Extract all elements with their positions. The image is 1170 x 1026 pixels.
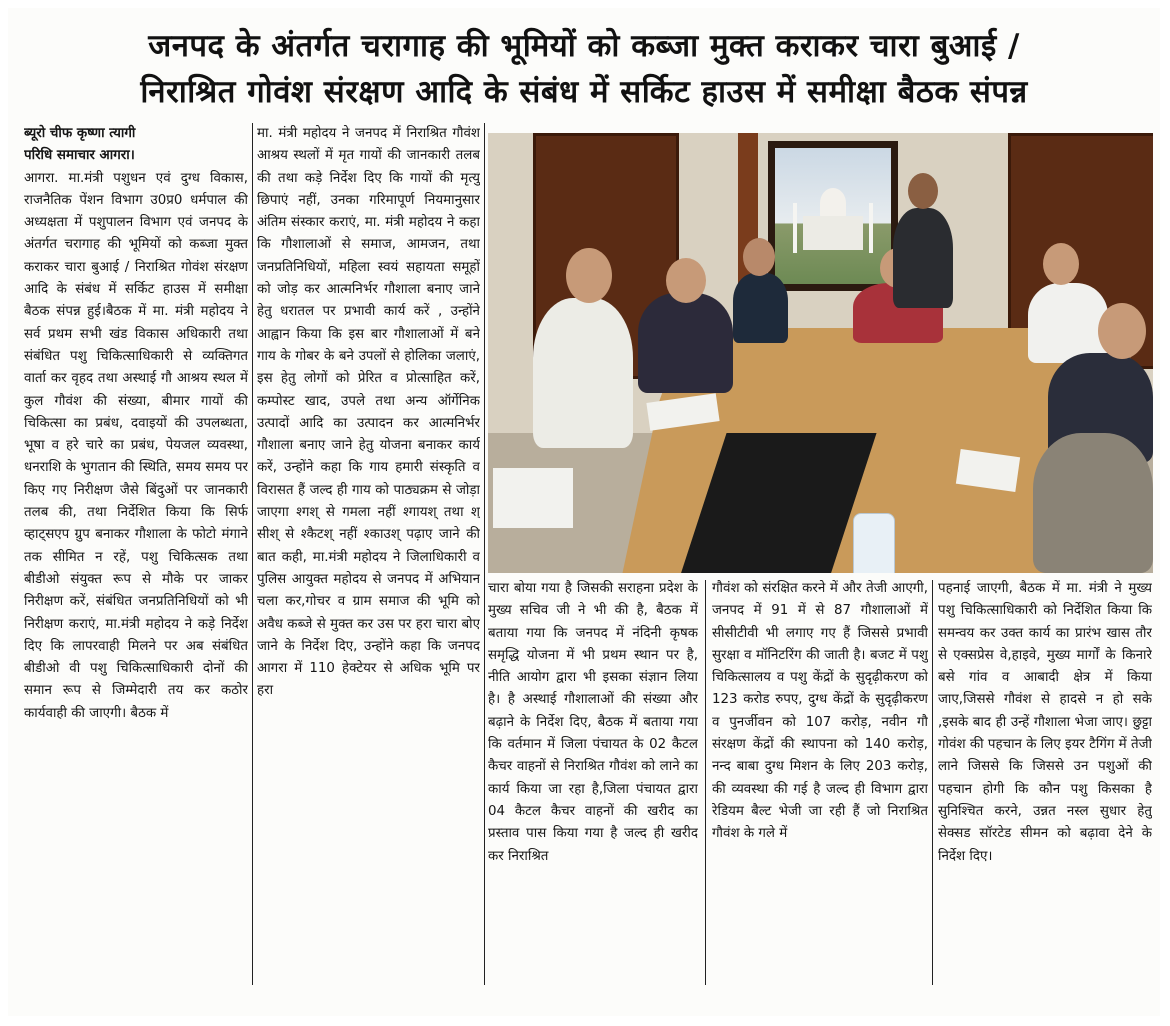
column-divider	[932, 580, 933, 985]
column-text: पहनाई जाएगी, बैठक में मा. मंत्री ने मुख्य पशु चिकित्साधिकारी को निर्देशित किया कि समन्वय कर उक्त कार्य का प्रारंभ खास तौर से एक्सप्रेस वे,हाइवे, मुख्य मार्गों के किनारे बसे गांव व आबादी क्षेत्र में किया जाए,जिससे गौवंश से हादसे न हो सके ,इसके बाद ही उन्हें गौशाला भेजा जाए। छुट्टा गोवंश की पहचान के लिए इयर टैगिंग में तेजी लाने जिससे कि जिससे उन पशुओं की पहचान होगी कि कौन पशु किसका है सुनिश्चित करने, उन्नत नस्ल सुधार हेतु सेक्सड सॉरटेड सीमन को बढ़ावा देने के निर्देश दिए।	[938, 581, 1152, 864]
column-divider	[705, 580, 706, 985]
newspaper-clipping	[8, 8, 1160, 1016]
water-bottle	[853, 513, 895, 573]
person-head	[566, 248, 612, 303]
headline-line-1: जनपद के अंतर्गत चरागाह की भूमियों को कब्जा मुक्त कराकर चारा बुआई /	[148, 28, 1020, 64]
column-divider	[484, 123, 485, 985]
person-head	[908, 173, 938, 209]
person-head	[666, 258, 706, 303]
column-text: मा. मंत्री महोदय ने जनपद में निराश्रित गौवंश आश्रय स्थलों में मृत गायों की जानकारी तलब की तथा कड़े निर्देश दिए कि गायों की मृत्यु छिपाएं नहीं, उनका गरिमापूर्ण नियमानुसार अंतिम संस्कार कराएं, मा. मंत्री महोदय ने कहा कि गौशालाओं से समाज, आमजन, तथा जनप्रतिनिधियों, महिला स्वयं सहायता समूहों को जोड़ कर आत्मनिर्भर गौशाला बनाए जाने हेतु धरातल पर प्रभावी कार्य करें , उन्होंने आह्वान किया कि इस बार गौशालाओं में बने गाय के गोबर के बने उपलों से होलिका जलाएं, इस हेतु लोगों को प्रेरित व प्रोत्साहित करें, कम्पोस्ट खाद, उपले तथा अन्य ऑर्गेनिक उत्पादों आदि का उत्पादन कर आत्मनिर्भर गौशाला बनाए जाने हेतु योजना बनाकर कार्य करें, उन्होंने कहा कि गाय हमारी संस्कृति व विरासत हैं जल्द ही गाय को पाठ्यक्रम से जोड़ा जाएगा श्गश् से गमला नहीं श्गायश् तथा श् सीश् से श्कैटश् नहीं श्काउश् पढ़ाए जाने की बात कही, मा.मंत्री महोदय ने जिलाधिकारी व पुलिस आयुक्त महोदय से जनपद में अभियान चला कर,गोचर व ग्राम समाज की भूमि को अवैध कब्जे से मुक्त कर उस पर हरा चारा बोए जाने के निर्देश दिए, उन्होंने कहा कि जनपद आगरा में 110 हेक्टेयर से अधिक भूमि पर हरा	[257, 126, 480, 699]
taj-mahal-painting	[768, 141, 898, 291]
person-head	[743, 238, 775, 276]
meeting-photo	[488, 133, 1153, 573]
headline-line-2: निराश्रित गोवंश संरक्षण आदि के संबंध में सर्किट हाउस में समीक्षा बैठक संपन्न	[140, 74, 1028, 110]
column-text: आगरा. मा.मंत्री पशुधन एवं दुग्ध विकास, राजनैतिक पेंशन विभाग उ0प्र0 धर्मपाल की अध्यक्षता में पशुपालन विभाग एवं जनपद के अंतर्गत चरागाह की भूमियों को कब्जा मुक्त कराकर चारा बुआई / निराश्रित गोवंश संरक्षण आदि के संबंध में सर्किट हाउस में समीक्षा बैठक संपन्न हुई।बैठक में मा. मंत्री महोदय ने सर्व प्रथम सभी खंड विकास अधिकारी तथा संबंधित पशु चिकित्साधिकारी से व्यक्तिगत वार्ता कर वृहद तथा अस्थाई गौ आश्रय स्थल में कुल गौवंश की संख्या, बीमार गायों की चिकित्सा का प्रबंध, दवाइयों की उपलब्धता, भूषा व हरे चारे का प्रबंध, पेयजल व्यवस्था, धनराशि के भुगतान की स्थिति, समय समय पर किए गए निरीक्षण जैसे बिंदुओं पर जानकारी तलब की, तथा निर्देशित किया कि सिर्फ व्हाट्सएप ग्रुप बनाकर गौशाला के फोटो मंगाने तक सीमित न रहें, पशु चिकित्सक तथा बीडीओ संयुक्त रूप से मौके पर जाकर निरीक्षण करें, संबंधित जनप्रतिनिधियों को भी निरीक्षण कराएं, मा.मंत्री महोदय ने कड़े निर्देश दिए कि लापरवाही मिलने पर अब संबंधित बीडीओ वी पशु चिकित्साधिकारी दोनों की समान रूप से जिम्मेदारी तय कर कठोर कार्यवाही की जाएगी। बैठक में	[24, 170, 248, 721]
byline-author: ब्यूरो चीफ कृष्णा त्यागी	[24, 126, 136, 141]
byline-source: परिधि समाचार आगरा।	[24, 148, 135, 164]
column-divider	[252, 123, 253, 985]
article-column-4	[712, 578, 928, 983]
article-column-1	[24, 123, 248, 983]
article-column-3	[488, 578, 698, 983]
article-column-2	[257, 123, 480, 983]
person-dark-jacket	[638, 293, 733, 393]
column-text: गौवंश को संरक्षित करने में और तेजी आएगी, जनपद में 91 में से 87 गौशालाओं में सीसीटीवी भी लगाए गए हैं जिससे प्रभावी सुरक्षा व मॉनिटरिंग की जाती है। बजट में पशु चिकित्सालय व पशु केंद्रों के सुदृढ़ीकरण को 123 करोड रुपए, दुग्ध केंद्रों के सुदृढ़ीकरण व पुनर्जीवन को 107 करोड़, नवीन गौ संरक्षण केंद्रों की स्थापना को 140 करोड़, नन्द बाबा दुग्ध मिशन के लिए 203 करोड़, की व्यवस्था की गई है जल्द ही विभाग द्वारा रेडियम बैल्ट भेजी जा रही हैं जो निराश्रित गौवंश के गले में	[712, 581, 928, 842]
article-column-5	[938, 578, 1152, 983]
person-white-kurta	[533, 298, 633, 448]
person-right-1	[1028, 283, 1108, 363]
column-text: चारा बोया गया है जिसकी सराहना प्रदेश के मुख्य सचिव जी ने भी की है, बैठक में बताया गया कि जनपद में नंदिनी कृषक समृद्धि योजना में भी प्रथम स्थान पर है, नीति आयोग द्वारा भी इसका संज्ञान लिया है। है अस्थाई गौशालाओं की संख्या और बढ़ाने के निर्देश दिए, बैठक में बताया गया कि वर्तमान में जिला पंचायत के 02 कैटल कैचर वाहनों से निराश्रित गौवंश को लाने का कार्य किया जा रहा है,जिला पंचायत द्वारा 04 कैटल कैचर वाहनों की खरीद का प्रस्ताव पास किया गया है जल्द ही खरीद कर निराश्रित	[488, 581, 698, 864]
table-paper	[493, 468, 573, 528]
person-head	[1043, 243, 1079, 285]
person-standing	[733, 273, 788, 343]
person-uniform	[893, 208, 953, 308]
person-head	[1098, 303, 1146, 359]
person-right-3	[1033, 433, 1153, 573]
